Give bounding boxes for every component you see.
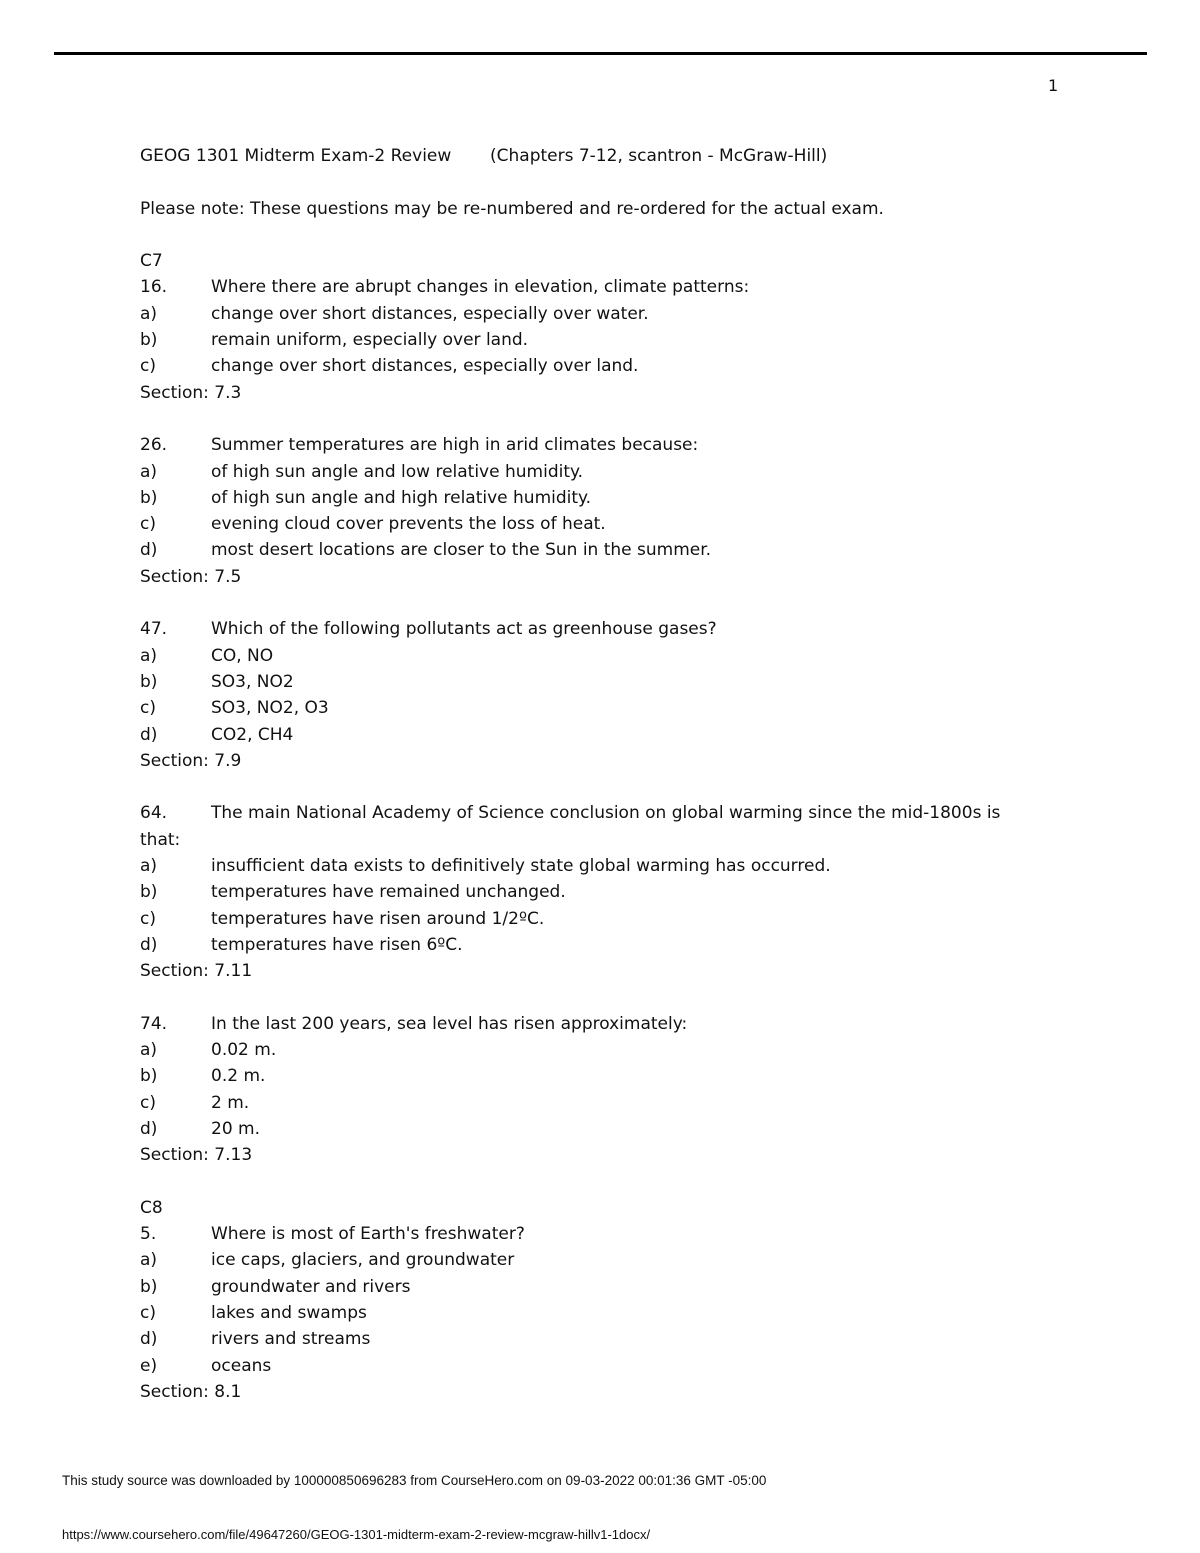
question-stem [140,616,1040,642]
download-notice: This study source was downloaded by 100000850696283 from CourseHero.com on 09-03-2022 00:01:36 GMT -05:00 [62,1473,767,1488]
option-letter: d) [140,934,158,955]
answer-option [140,1326,1040,1352]
page-number: 1 [1048,76,1059,95]
answer-option [140,1353,1040,1379]
option-text: temperatures have remained unchanged. [211,882,566,903]
question-stem [140,1221,1040,1247]
option-letter: b) [140,330,158,351]
answer-option [140,537,1040,563]
question-text: The main National Academy of Science conclusion on global warming since the mid-1800s is [211,803,1001,824]
option-letter: d) [140,1118,158,1139]
answer-option [140,353,1040,379]
question-number: 26. [140,435,168,456]
section-reference: Section: 8.1 [140,1381,242,1402]
question-block [140,616,1040,774]
question-block [140,274,1040,405]
answer-option [140,1063,1040,1089]
question-text: Where is most of Earth's freshwater? [211,1224,525,1245]
option-letter: d) [140,540,158,561]
option-letter: c) [140,514,156,535]
answer-option [140,695,1040,721]
option-text: evening cloud cover prevents the loss of heat. [211,514,606,535]
section-reference: Section: 7.5 [140,566,242,587]
document-title: GEOG 1301 Midterm Exam-2 Review [140,146,452,166]
option-letter: c) [140,1303,156,1324]
question-stem [140,1011,1040,1037]
answer-option [140,1116,1040,1142]
option-text: of high sun angle and high relative humidity. [211,487,592,508]
question-stem [140,432,1040,458]
header-rule [54,52,1147,55]
source-url[interactable]: https://www.coursehero.com/file/49647260/GEOG-1301-midterm-exam-2-review-mcgraw-hillv1-1docx/ [62,1527,651,1542]
option-letter: a) [140,461,158,482]
option-text: CO, NO [211,645,274,666]
option-letter: a) [140,303,158,324]
section-reference: Section: 7.3 [140,382,242,403]
chapter-label: C8 [140,1197,163,1218]
option-text: change over short distances, especially over land. [211,356,639,377]
question-text-continued: that: [140,829,181,850]
question-text: Which of the following pollutants act as greenhouse gases? [211,619,717,640]
option-letter: c) [140,698,156,719]
question-block [140,432,1040,590]
option-text: insufficient data exists to definitively state global warming has occurred. [211,856,831,877]
answer-option [140,853,1040,879]
option-letter: a) [140,1040,158,1061]
question-stem [140,274,1040,300]
question-block [140,1011,1040,1169]
question-number: 74. [140,1013,168,1034]
option-text: groundwater and rivers [211,1276,411,1297]
document-title-note: (Chapters 7-12, scantron - McGraw-Hill) [490,146,828,166]
question-text: Where there are abrupt changes in elevation, climate patterns: [211,277,750,298]
answer-option [140,1090,1040,1116]
option-text: 20 m. [211,1118,260,1139]
answer-option [140,1037,1040,1063]
question-number: 47. [140,619,168,640]
option-text: most desert locations are closer to the Sun in the summer. [211,540,712,561]
option-text: ice caps, glaciers, and groundwater [211,1250,515,1271]
option-letter: a) [140,1250,158,1271]
question-number: 5. [140,1224,157,1245]
option-text: oceans [211,1355,272,1376]
answer-option [140,485,1040,511]
question-block [140,1221,1040,1405]
option-letter: c) [140,908,156,929]
option-letter: d) [140,724,158,745]
option-letter: b) [140,487,158,508]
option-text: 2 m. [211,1092,250,1113]
answer-option [140,1247,1040,1273]
answer-option [140,511,1040,537]
question-number: 64. [140,803,168,824]
option-letter: d) [140,1329,158,1350]
answer-option [140,1300,1040,1326]
option-letter: c) [140,1092,156,1113]
option-text: 0.2 m. [211,1066,266,1087]
option-text: 0.02 m. [211,1040,277,1061]
option-text: CO2, CH4 [211,724,294,745]
answer-option [140,643,1040,669]
answer-option [140,722,1040,748]
answer-option [140,879,1040,905]
option-letter: e) [140,1355,158,1376]
question-number: 16. [140,277,168,298]
answer-option [140,932,1040,958]
option-letter: b) [140,882,158,903]
exam-note: Please note: These questions may be re-numbered and re-ordered for the actual exam. [140,198,884,219]
option-text: of high sun angle and low relative humidity. [211,461,584,482]
section-reference: Section: 7.9 [140,750,242,771]
option-letter: a) [140,856,158,877]
answer-option [140,1274,1040,1300]
option-letter: b) [140,1276,158,1297]
option-letter: b) [140,1066,158,1087]
document-body [140,143,1040,1405]
option-text: lakes and swamps [211,1303,367,1324]
chapter-label: C7 [140,251,163,272]
option-letter: a) [140,645,158,666]
option-letter: c) [140,356,156,377]
option-text: SO3, NO2, O3 [211,698,329,719]
answer-option [140,906,1040,932]
option-text: SO3, NO2 [211,671,294,692]
option-text: remain uniform, especially over land. [211,330,529,351]
answer-option [140,459,1040,485]
section-reference: Section: 7.13 [140,1145,253,1166]
question-text: In the last 200 years, sea level has risen approximately: [211,1013,688,1034]
answer-option [140,669,1040,695]
question-block [140,800,1040,984]
option-text: change over short distances, especially over water. [211,303,649,324]
document-title-line [140,143,1040,169]
option-text: rivers and streams [211,1329,371,1350]
option-text: temperatures have risen 6ºC. [211,934,463,955]
question-text: Summer temperatures are high in arid climates because: [211,435,699,456]
answer-option [140,327,1040,353]
chapter-block [140,248,1040,1195]
question-stem [140,800,1040,826]
chapter-block [140,1195,1040,1405]
answer-option [140,301,1040,327]
option-text: temperatures have risen around 1/2ºC. [211,908,545,929]
option-letter: b) [140,671,158,692]
section-reference: Section: 7.11 [140,961,253,982]
